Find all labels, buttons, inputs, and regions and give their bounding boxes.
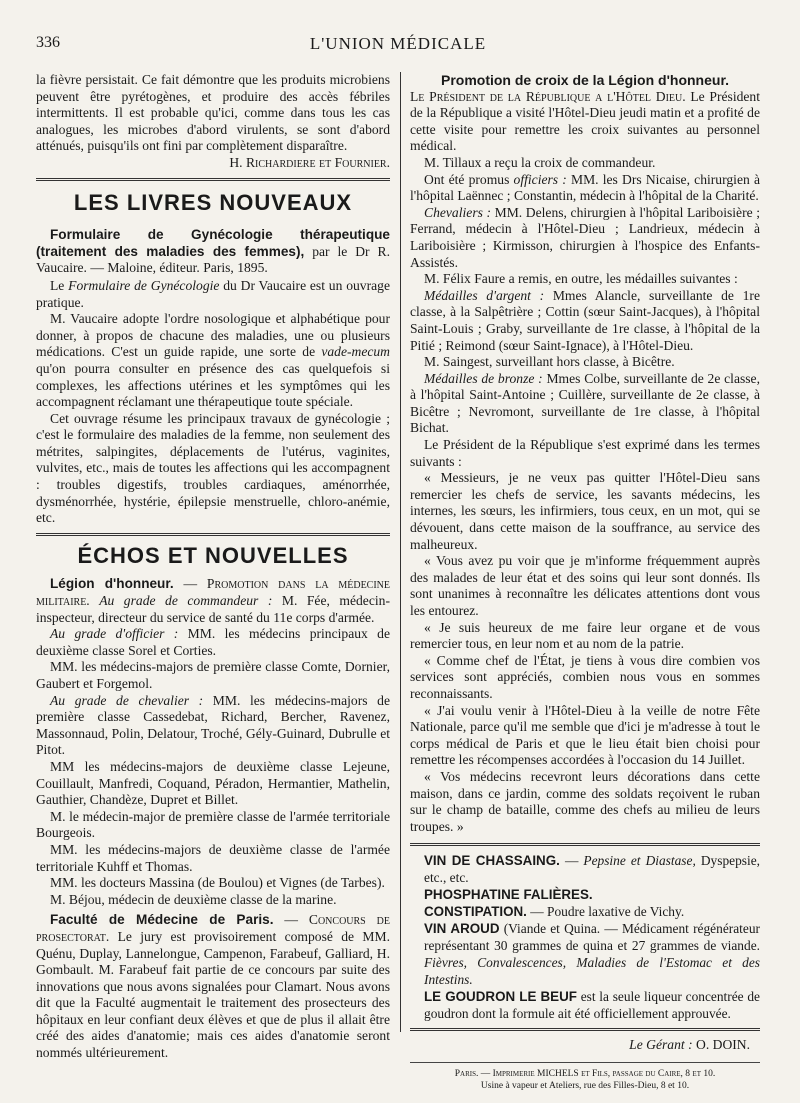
president-paragraph: Le Président de la République s'est exprimé dans les termes suivants :	[410, 437, 760, 469]
text-span: M. Vaucaire adopte l'ordre nosologique et alphabétique pour donner, à propos de chacune des maladies, une ou plusieurs médications. C'est un guide rapide, une sorte de	[36, 311, 390, 360]
legion-heading: Légion d'honneur.	[50, 576, 174, 592]
text-span: (Viande et Quina. — Médicament régénérateur représentant 30 grammes de quina et 27 grammes de viande.	[424, 921, 760, 954]
gerant-line	[410, 1037, 750, 1054]
speech-paragraph-1: « Messieurs, je ne veux pas quitter l'Hôtel-Dieu sans remercier les chefs de service, les savants médecins, les internes, les sœurs, les infirmiers, tous ceux, en un mot, qui se dévouent, dans cette maison de la souffrance, au service des malheureux.	[410, 470, 760, 552]
book-paragraph-2	[36, 311, 390, 411]
ad-constipation	[424, 903, 760, 920]
grade-label: Chevaliers :	[424, 204, 492, 220]
page-number: 336	[36, 34, 60, 51]
medal-label: Médailles de bronze :	[424, 370, 543, 386]
printer-address: Usine à vapeur et Ateliers, rue des Filles-Dieu, 8 et 10.	[480, 1080, 690, 1091]
text-span: MM. Delens, chirurgien à l'hôpital Lariboisière ; Ferrand, médecin à l'Hôtel-Dieu ; Landrieux, médecin à Lariboisière ; Kirmisson, chirurgien à l'hospice des Enfants-Assistés.	[410, 204, 760, 270]
majors-paragraph-2: MM les médecins-majors de deuxième classe Lejeune, Couillault, Manfredi, Coquand, Péradon, Hermantier, Mathelin, Gauthier, Chandèze, Dupret et Billet.	[36, 758, 390, 808]
text-span: Mmes Colbe, surveillante de 2e classe, à l'hôpital Saint-Antoine ; Cuillère, surveillante de 2e classe, à Bicêtre ; Nevromont, surveillante de 1re classe, à l'hôpital Bichat.	[410, 370, 760, 436]
printer-imprint	[410, 1068, 760, 1092]
text-span: du Dr Vaucaire est un ouvrage pratique.	[36, 277, 390, 310]
speech-paragraph-5: « J'ai voulu venir à l'Hôtel-Dieu à la veille de notre Fête Nationale, parce qu'il me semble que d'ici je m'adresse à tout le corps médical de Paris et que le lieu était bien choisi pour remettre les récompenses accordées à l'occasion du 14 Juillet.	[410, 702, 760, 768]
text-span: M. Fée, médecin-inspecteur, directeur du service de santé du 11e corps d'armée.	[36, 593, 390, 625]
speech-paragraph-2: « Vous avez pu voir que je m'informe fréquemment auprès des malades de leur état et des soins qui leur sont donnés. Ils sont unanimes à reconnaître les délicates attentions dont vous les entourez.	[410, 553, 760, 618]
promotion-heading: Promotion de croix de la Légion d'honneur.	[440, 72, 730, 88]
journal-title: L'UNION MÉDICALE	[309, 34, 487, 53]
ad-phosphatine: PHOSPHATINE FALIÈRES.	[424, 887, 593, 903]
chevalier-paragraph	[36, 693, 390, 759]
right-column	[410, 72, 760, 1092]
text-span: — Poudre laxative de Vichy.	[526, 904, 685, 920]
medal-label: Médailles d'argent :	[424, 287, 545, 303]
book-paragraph-1	[36, 278, 390, 311]
gerant-divider	[410, 1028, 760, 1031]
speech-paragraph-3: « Je suis heureux de me faire leur organe et de vous remercier tous, en leur nom et au nom de la patrie.	[410, 619, 760, 652]
book-paragraph-3: Cet ouvrage résume les principaux travaux de gynécologie ; c'est le formulaire des maladies de la femme, non seulement des métrites, salpingites, déplacements de l'utérus, vaginites, vulvites, etc., mais de toutes les affections qui les accompagnent : troubles digestifs, troubles cardiaques, aménorrhée, dysménorrhée, hystérie, épilepsie menstruelle, chloro-anémie, etc.	[36, 410, 390, 526]
text-span: Dyspepsie, etc., etc.	[424, 853, 761, 886]
text-span: MM. les Drs Nicaise, chirurgien à l'hôpital Laënnec ; Constantin, médecin à l'hôpital de la Charité.	[410, 171, 760, 204]
promotion-lead: Le Président de la République a l'Hôtel Dieu.	[410, 88, 686, 104]
speech-paragraph-4: « Comme chef de l'État, je tiens à vous dire combien vos services sont appréciés, combien nous vous en sommes reconnaissants.	[410, 652, 760, 701]
tillaux-paragraph: M. Tillaux a reçu la croix de commandeur.	[424, 154, 656, 170]
gerant-label: Le Gérant :	[629, 1037, 693, 1053]
ad-italic: Pepsine et Diastase,	[583, 853, 696, 869]
legion-subheading: — Promotion dans la médecine militaire.	[36, 576, 391, 609]
officiers-paragraph	[410, 172, 760, 205]
section-divider	[36, 533, 390, 536]
section-title-livres: LES LIVRES NOUVEAUX	[73, 189, 353, 215]
majors-paragraph-3: M. le médecin-major de première classe de l'armée territoriale Bourgeois.	[36, 808, 390, 841]
intro-paragraph: la fièvre persistait. Ce fait démontre que les produits microbiens peuvent être pyrétogènes, et produire des accès fébriles intermittents. Il est probable qu'ici, comme dans tous les cas analogues, les microbes d'abord virulents, se sont d'abord atténués, puisqu'ils ont fini par complètement disparaître.	[36, 72, 390, 154]
grade-label: Au grade d'officier :	[50, 626, 179, 642]
left-column	[36, 72, 390, 1062]
text-span: Ont été promus	[424, 171, 514, 187]
intro-signature: H. Richardiere et Fournier.	[229, 154, 390, 170]
printer-line: Paris. — Imprimerie MICHELS et Fils, passage du Caire, 8 et 10.	[454, 1068, 716, 1079]
majors-paragraph-4: MM. les médecins-majors de deuxième classe de l'armée territoriale Kuhff et Thomas.	[36, 841, 390, 874]
text-span: est la seule liqueur concentrée de goudron dont la formule ait été officiellement approuvée.	[424, 989, 760, 1022]
grade-label: Au grade de commandeur :	[99, 593, 273, 609]
book-title: Formulaire de Gynécologie thérapeutique (traitement des maladies des femmes),	[36, 227, 390, 259]
officier-paragraph	[36, 626, 390, 659]
faculte-heading: Faculté de Médecine de Paris.	[50, 912, 274, 928]
bronze-paragraph	[410, 371, 760, 437]
grade-label: officiers :	[513, 171, 567, 187]
book-citation	[36, 227, 390, 277]
docteurs-paragraph: MM. les docteurs Massina (de Boulou) et Vignes (de Tarbes).	[50, 875, 385, 891]
majors-paragraph-1: MM. les médecins-majors de première classe Comte, Dornier, Gaubert et Forgemol.	[36, 659, 390, 691]
ad-aroud	[424, 920, 760, 988]
promotion-paragraph	[410, 89, 760, 155]
ads-divider	[410, 843, 760, 846]
ad-heading: VIN DE CHASSAING.	[424, 853, 560, 869]
saingest-paragraph: M. Saingest, surveillant hors classe, à Bicêtre.	[424, 354, 675, 370]
text-span: —	[559, 853, 584, 869]
legion-paragraph	[36, 576, 390, 626]
book-title-italic: Formulaire de Gynécologie	[68, 277, 220, 293]
italic-term: vade-mecum	[321, 344, 390, 360]
ad-italic: Fièvres, Convalescences, Maladies de l'Estomac et des Intestins.	[424, 955, 760, 988]
text-span: Le Président de la République a visité l'Hôtel-Dieu jeudi matin et a profité de cette visite pour remettre les croix suivantes au personnel médical.	[410, 88, 761, 154]
text-span: Le	[50, 277, 69, 293]
faculte-paragraph	[36, 912, 390, 1061]
argent-paragraph	[410, 288, 760, 354]
ad-heading: LE GOUDRON LE BEUF	[424, 989, 577, 1005]
faculte-subheading: — Concours de prosectorat.	[36, 912, 390, 944]
section-divider	[36, 178, 390, 181]
ad-chassaing	[424, 852, 760, 886]
speech-paragraph-6: « Vos médecins recevront leurs décorations dans cette maison, dans ce jardin, comme des soldats reçoivent le ruban sur le champ de bataille, comme des chefs au milieu de leurs troupes. »	[410, 768, 760, 834]
grade-label: Au grade de chevalier :	[50, 692, 204, 708]
ad-goudron	[424, 988, 760, 1022]
gerant-name: O. DOIN.	[692, 1037, 750, 1053]
text-span: Le jury est provisoirement composé de MM. Quénu, Duplay, Lannelongue, Campenon, Farabeuf, Galliard, H. Gombault. M. Farabeuf fait partie de ce concours par suite des innovations que nous avons signalées pour Clamart. Nous avons dit que la Faculté augmentait le traitement des prosecteurs des hôpitaux en leur confiant deux élèves et que de plus il allait être créé des aides d'anatomie; mais ces aides d'anatomie seront nommés ultérieurement.	[36, 928, 390, 1061]
text-span: MM. les médecins principaux de deuxième classe Sorel et Corties.	[36, 626, 390, 658]
faure-paragraph: M. Félix Faure a remis, en outre, les médailles suivantes :	[424, 271, 738, 287]
book-author: par le Dr R. Vaucaire. — Maloine, éditeur. Paris, 1895.	[36, 243, 390, 276]
bejou-paragraph: M. Béjou, médecin de deuxième classe de la marine.	[50, 891, 337, 907]
ad-heading: VIN AROUD	[424, 921, 500, 937]
advertisements	[410, 852, 760, 1022]
text-span: MM. les médecins-majors de première classe Cassedebat, Richard, Bercher, Ravenez, Massonnaud, Polin, Delatour, Troché, Gély-Guinard, Dubrulle et Pitot.	[36, 692, 390, 758]
chevaliers-paragraph	[410, 205, 760, 271]
text-span: qu'on pourra consulter en présence des cas quelquefois si complexes, les affections utérines et les symptômes qui les accompagnent réclamant une thérapeutique toute spéciale.	[36, 360, 390, 410]
page-header	[36, 34, 760, 56]
column-divider	[400, 72, 401, 1032]
text-span: Mmes Alancle, surveillante de 1re classe, à la Salpêtrière ; Cottin (sœur Saint-Jacques), à l'hôpital Saint-Louis ; Graby, surveillante de 1re classe, à l'hôpital de la Pitié ; Reimond (sœur Saint-Ignace), à l'Hôtel-Dieu.	[410, 287, 760, 353]
section-title-echos: ÉCHOS ET NOUVELLES	[77, 542, 349, 568]
footer-divider	[410, 1062, 760, 1063]
ad-heading: CONSTIPATION.	[424, 904, 527, 920]
